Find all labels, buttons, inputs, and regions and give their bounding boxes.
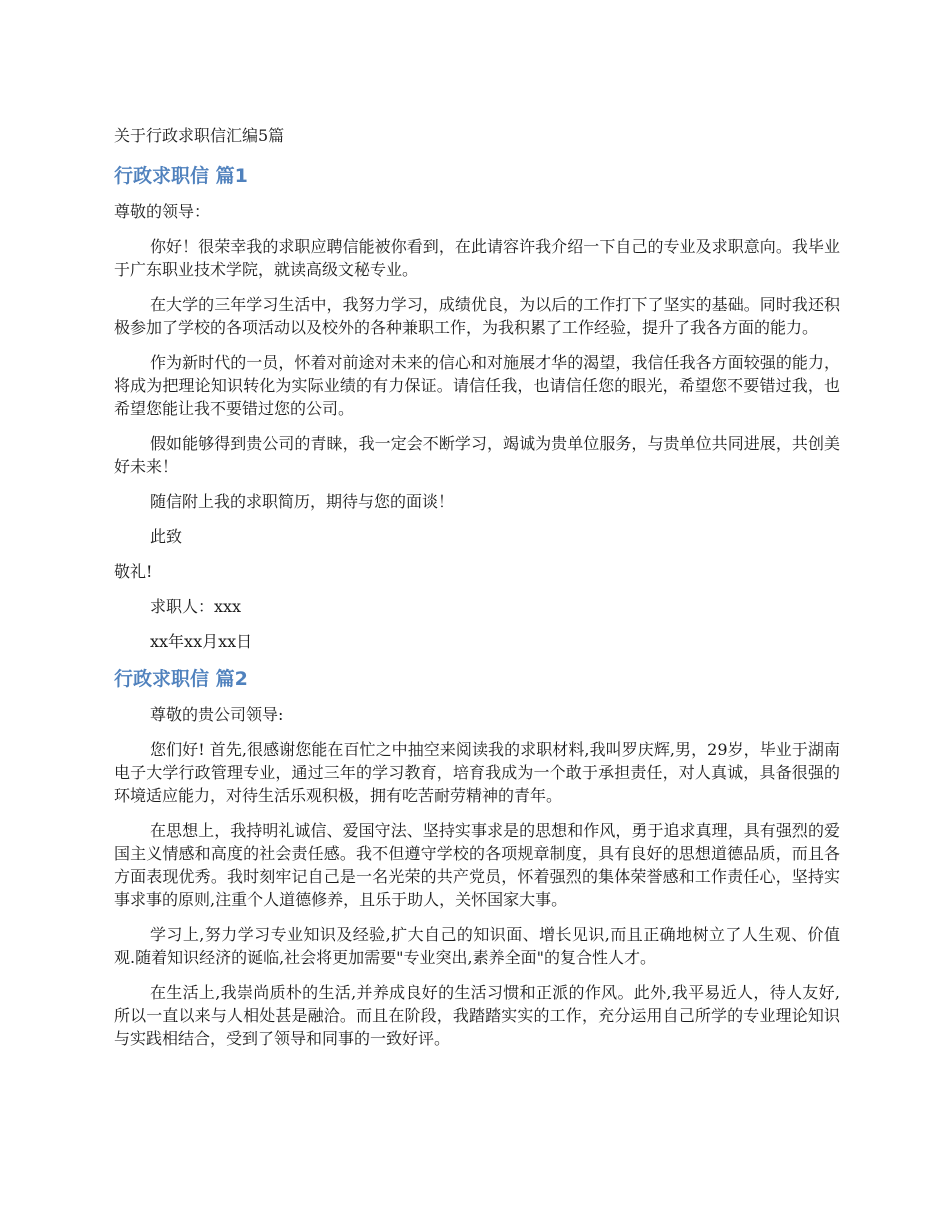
body-paragraph: 在思想上，我持明礼诚信、爱国守法、坚持实事求是的思想和作风，勇于追求真理，具有强烈的爱国主义情感和高度的社会责任感。我不但遵守学校的各项规章制度，具有良好的思想道德品质，而且各方面表现优秀。我时刻牢记自己是一名光荣的共产党员，怀着强烈的集体荣誉感和工作责任心，坚持实事求事的原则,注重个人道德修养，且乐于助人，关怀国家大事。 xyxy=(114,821,840,909)
letter-section-2 xyxy=(114,665,840,1050)
body-paragraph: 您们好! 首先,很感谢您能在百忙之中抽空来阅读我的求职材料,我叫罗庆辉,男，29岁，毕业于湖南电子大学行政管理专业，通过三年的学习教育，培育我成为一个敢于承担责任，对人真诚，具备很强的环境适应能力，对待生活乐观积极，拥有吃苦耐劳精神的青年。 xyxy=(114,740,840,805)
body-paragraph: 在大学的三年学习生活中，我努力学习，成绩优良，为以后的工作打下了坚实的基础。同时我还积极参加了学校的各项活动以及校外的各种兼职工作，为我积累了工作经验，提升了我各方面的能力。 xyxy=(114,295,840,337)
body-paragraph: 假如能够得到贵公司的青睐，我一定会不断学习，竭诚为贵单位服务，与贵单位共同进展，共创美好未来！ xyxy=(114,434,840,476)
salutation: 尊敬的领导： xyxy=(114,202,211,221)
date-line: xx年xx月xx日 xyxy=(150,632,253,651)
section-heading: 行政求职信 篇2 xyxy=(114,668,248,690)
letter-section-1 xyxy=(114,162,840,653)
salutation: 尊敬的贵公司领导: xyxy=(150,705,284,724)
body-paragraph: 在生活上,我崇尚质朴的生活,并养成良好的生活习惯和正派的作风。此外,我平易近人，待人友好,所以一直以来与人相处甚是融洽。而且在阶段，我踏踏实实的工作，充分运用自己所学的专业理论知识与实践相结合，受到了领导和同事的一致好评。 xyxy=(114,983,840,1048)
signature-line: 求职人：xxx xyxy=(150,597,242,616)
document-body xyxy=(114,124,840,1062)
body-paragraph: 随信附上我的求职简历，期待与您的面谈！ xyxy=(150,492,455,511)
body-paragraph: 作为新时代的一员，怀着对前途对未来的信心和对施展才华的渴望，我信任我各方面较强的能力，将成为把理论知识转化为实际业绩的有力保证。请信任我，也请信任您的眼光，希望您不要错过我，也希望您能让我不要错过您的公司。 xyxy=(114,353,840,418)
section-heading: 行政求职信 篇1 xyxy=(114,165,248,187)
body-paragraph: 学习上,努力学习专业知识及经验,扩大自己的知识面、增长见识,而且正确地树立了人生观、价值观.随着知识经济的诞临,社会将更加需要"专业突出,素养全面"的复合性人才。 xyxy=(114,925,840,967)
closing-line: 此致 xyxy=(150,527,183,546)
regards-line: 敬礼! xyxy=(114,562,153,581)
document-title: 关于行政求职信汇编5篇 xyxy=(114,126,285,145)
body-paragraph: 你好！很荣幸我的求职应聘信能被你看到，在此请容许我介绍一下自己的专业及求职意向。我毕业于广东职业技术学院，就读高级文秘专业。 xyxy=(114,237,840,279)
